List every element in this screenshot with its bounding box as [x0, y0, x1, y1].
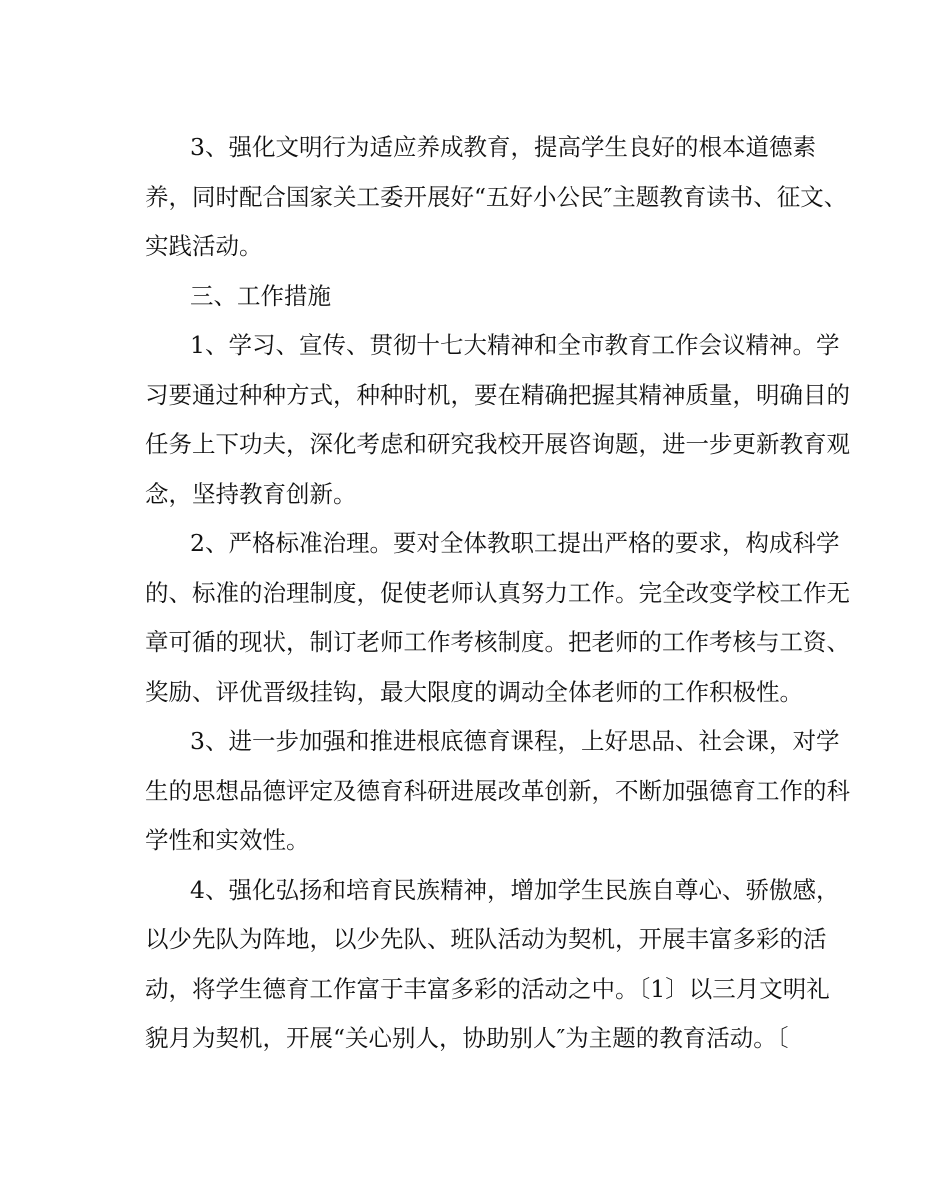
- text-line: 3、强化文明行为适应养成教育，提高学生良好的根本道德素: [190, 133, 816, 161]
- text-line: 实践活动。: [145, 232, 263, 260]
- text-line: 2、严格标准治理。要对全体教职工提出严格的要求，构成科学: [190, 529, 840, 557]
- text-line: 貌月为契机，开展“关心别人，协助别人″为主题的教育活动。〔: [145, 1024, 789, 1052]
- text-line: 养，同时配合国家关工委开展好“五好小公民″主题教育读书、征文、: [145, 183, 848, 211]
- text-line: 任务上下功夫，深化考虑和研究我校开展咨询题，进一步更新教育观: [145, 430, 850, 458]
- text-line: 3、进一步加强和推进根底德育课程，上好思品、社会课，对学: [190, 727, 840, 755]
- text-line: 生的思想品德评定及德育科研进展改革创新，不断加强德育工作的科: [145, 777, 850, 805]
- text-line: 章可循的现状，制订老师工作考核制度。把老师的工作考核与工资、: [145, 628, 850, 656]
- text-line: 1、学习、宣传、贯彻十七大精神和全市教育工作会议精神。学: [190, 331, 840, 359]
- text-line: 4、强化弘扬和培育民族精神，增加学生民族自尊心、骄傲感，: [190, 876, 840, 904]
- section-heading: 三、工作措施: [190, 282, 331, 310]
- text-line: 动，将学生德育工作富于丰富多彩的活动之中。〔1〕以三月文明礼: [145, 975, 830, 1003]
- text-line: 习要通过种种方式，种种时机，要在精确把握其精神质量，明确目的: [145, 381, 850, 409]
- text-line: 的、标准的治理制度，促使老师认真努力工作。完全改变学校工作无: [145, 579, 850, 607]
- text-line: 奖励、评优晋级挂钩，最大限度的调动全体老师的工作积极性。: [145, 678, 803, 706]
- text-line: 念，坚持教育创新。: [145, 480, 357, 508]
- text-line: 学性和实效性。: [145, 826, 310, 854]
- text-line: 以少先队为阵地，以少先队、班队活动为契机，开展丰富多彩的活: [145, 925, 827, 953]
